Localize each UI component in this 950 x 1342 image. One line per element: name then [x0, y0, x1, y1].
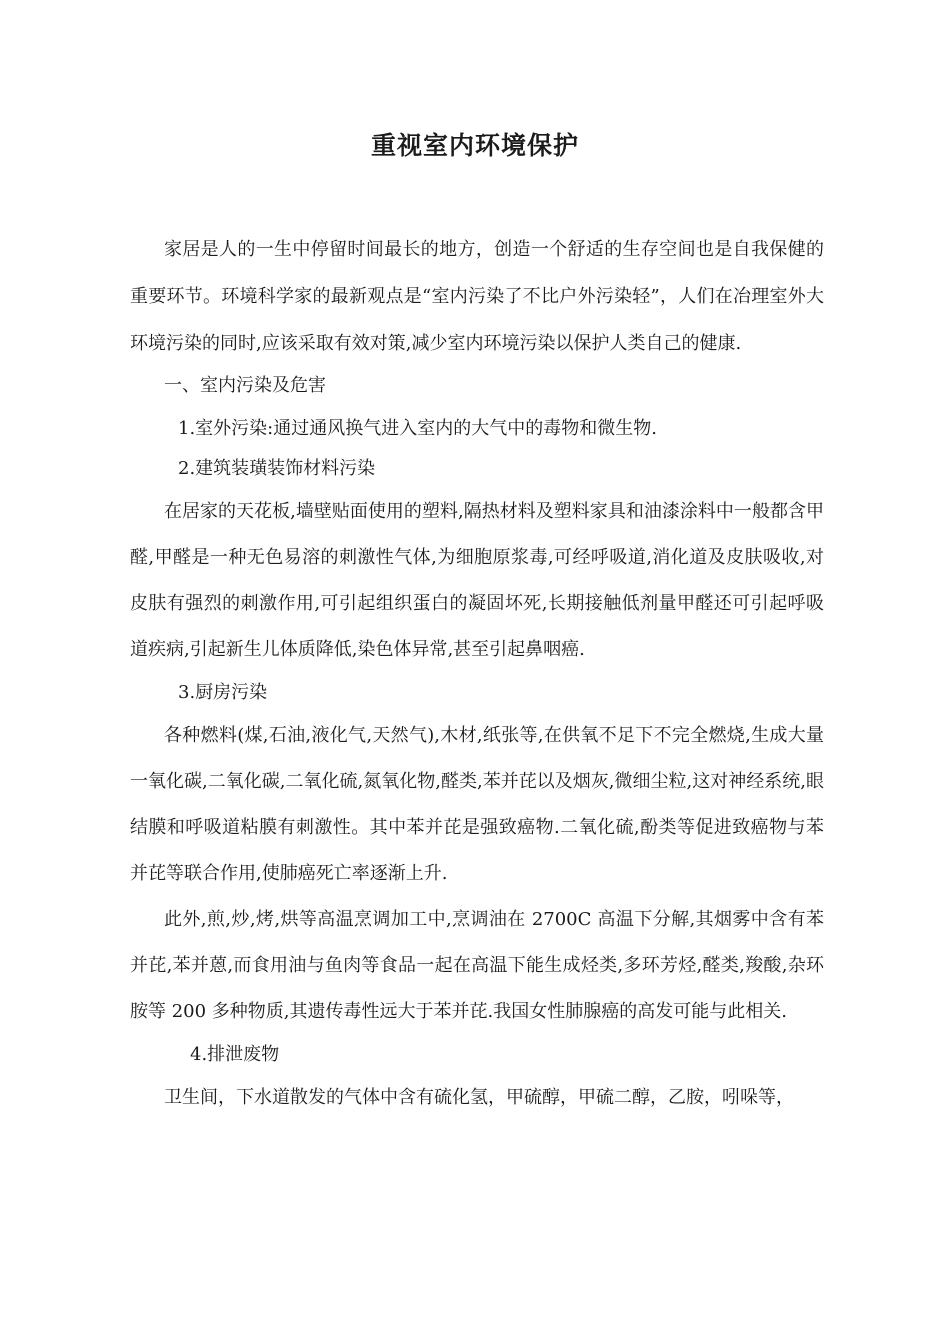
paragraph-building-materials: 在居家的天花板,墙壁贴面使用的塑料,隔热材料及塑料家具和油漆涂料中一般都含甲醛,甲醛是一种无色易溶的刺激性气体,为细胞原浆毒,可经呼吸道,消化道及皮肤吸收,对皮肤有强烈的刺激作用,可引起组织蛋白的凝固坏死,长期接触低剂量甲醛还可引起呼吸道疾病,引起新生儿体质降低,染色体异常,甚至引起鼻咽癌.: [130, 501, 824, 660]
paragraph-kitchen-fuel: 各种燃料(煤,石油,液化气,天然气),木材,纸张等,在供氧不足下不完全燃烧,生成大量 一氧化碳,二氧化碳,二氧化硫,氮氧化物,醛类,苯并芘以及烟灰,微细尘粒,这对神经系统,眼结膜和呼吸道粘膜有刺激性。其中苯并芘是强致癌物.二氧化硫,酚类等促进致癌物与苯并芘等联合作用,使肺癌死亡率逐渐上升.: [130, 725, 824, 884]
document-body: [130, 226, 824, 1121]
section-heading-pollution: 一、室内污染及危害: [164, 375, 326, 396]
intro-paragraph: 家居是人的一生中停留时间最长的地方，创造一个舒适的生存空间也是自我保健的重要环节。环境科学家的最新观点是“室内污染了不比户外污染轻”，人们在冶理室外大环境污染的同时,应该采取有效对策,减少室内环境污染以保护人类自己的健康.: [130, 239, 824, 354]
list-item-outdoor-pollution: 1.室外污染:通过通风换气进入室内的大气中的毒物和微生物.: [178, 418, 657, 439]
list-item-building-materials: 2.建筑装璜装饰材料污染: [178, 458, 376, 479]
paragraph-waste: 卫生间，下水道散发的气体中含有硫化氢，甲硫醇，甲硫二醇，乙胺，吲哚等，: [164, 1087, 794, 1108]
page-title: 重视室内环境保护: [370, 131, 579, 160]
list-item-waste: 4.排泄废物: [190, 1044, 280, 1065]
paragraph-kitchen-cooking: 此外,煎,炒,烤,烘等高温烹调加工中,烹调油在 2700C 高温下分解,其烟雾中含有苯并芘,苯并蒽,而食用油与鱼肉等食品一起在高温下能生成烃类,多环芳烃,醛类,羧酸,杂环胺等 200 多种物质,其遗传毒性远大于苯并芘.我国女性肺腺癌的高发可能与此相关.: [130, 909, 824, 1022]
list-item-kitchen-pollution: 3.厨房污染: [178, 682, 268, 703]
